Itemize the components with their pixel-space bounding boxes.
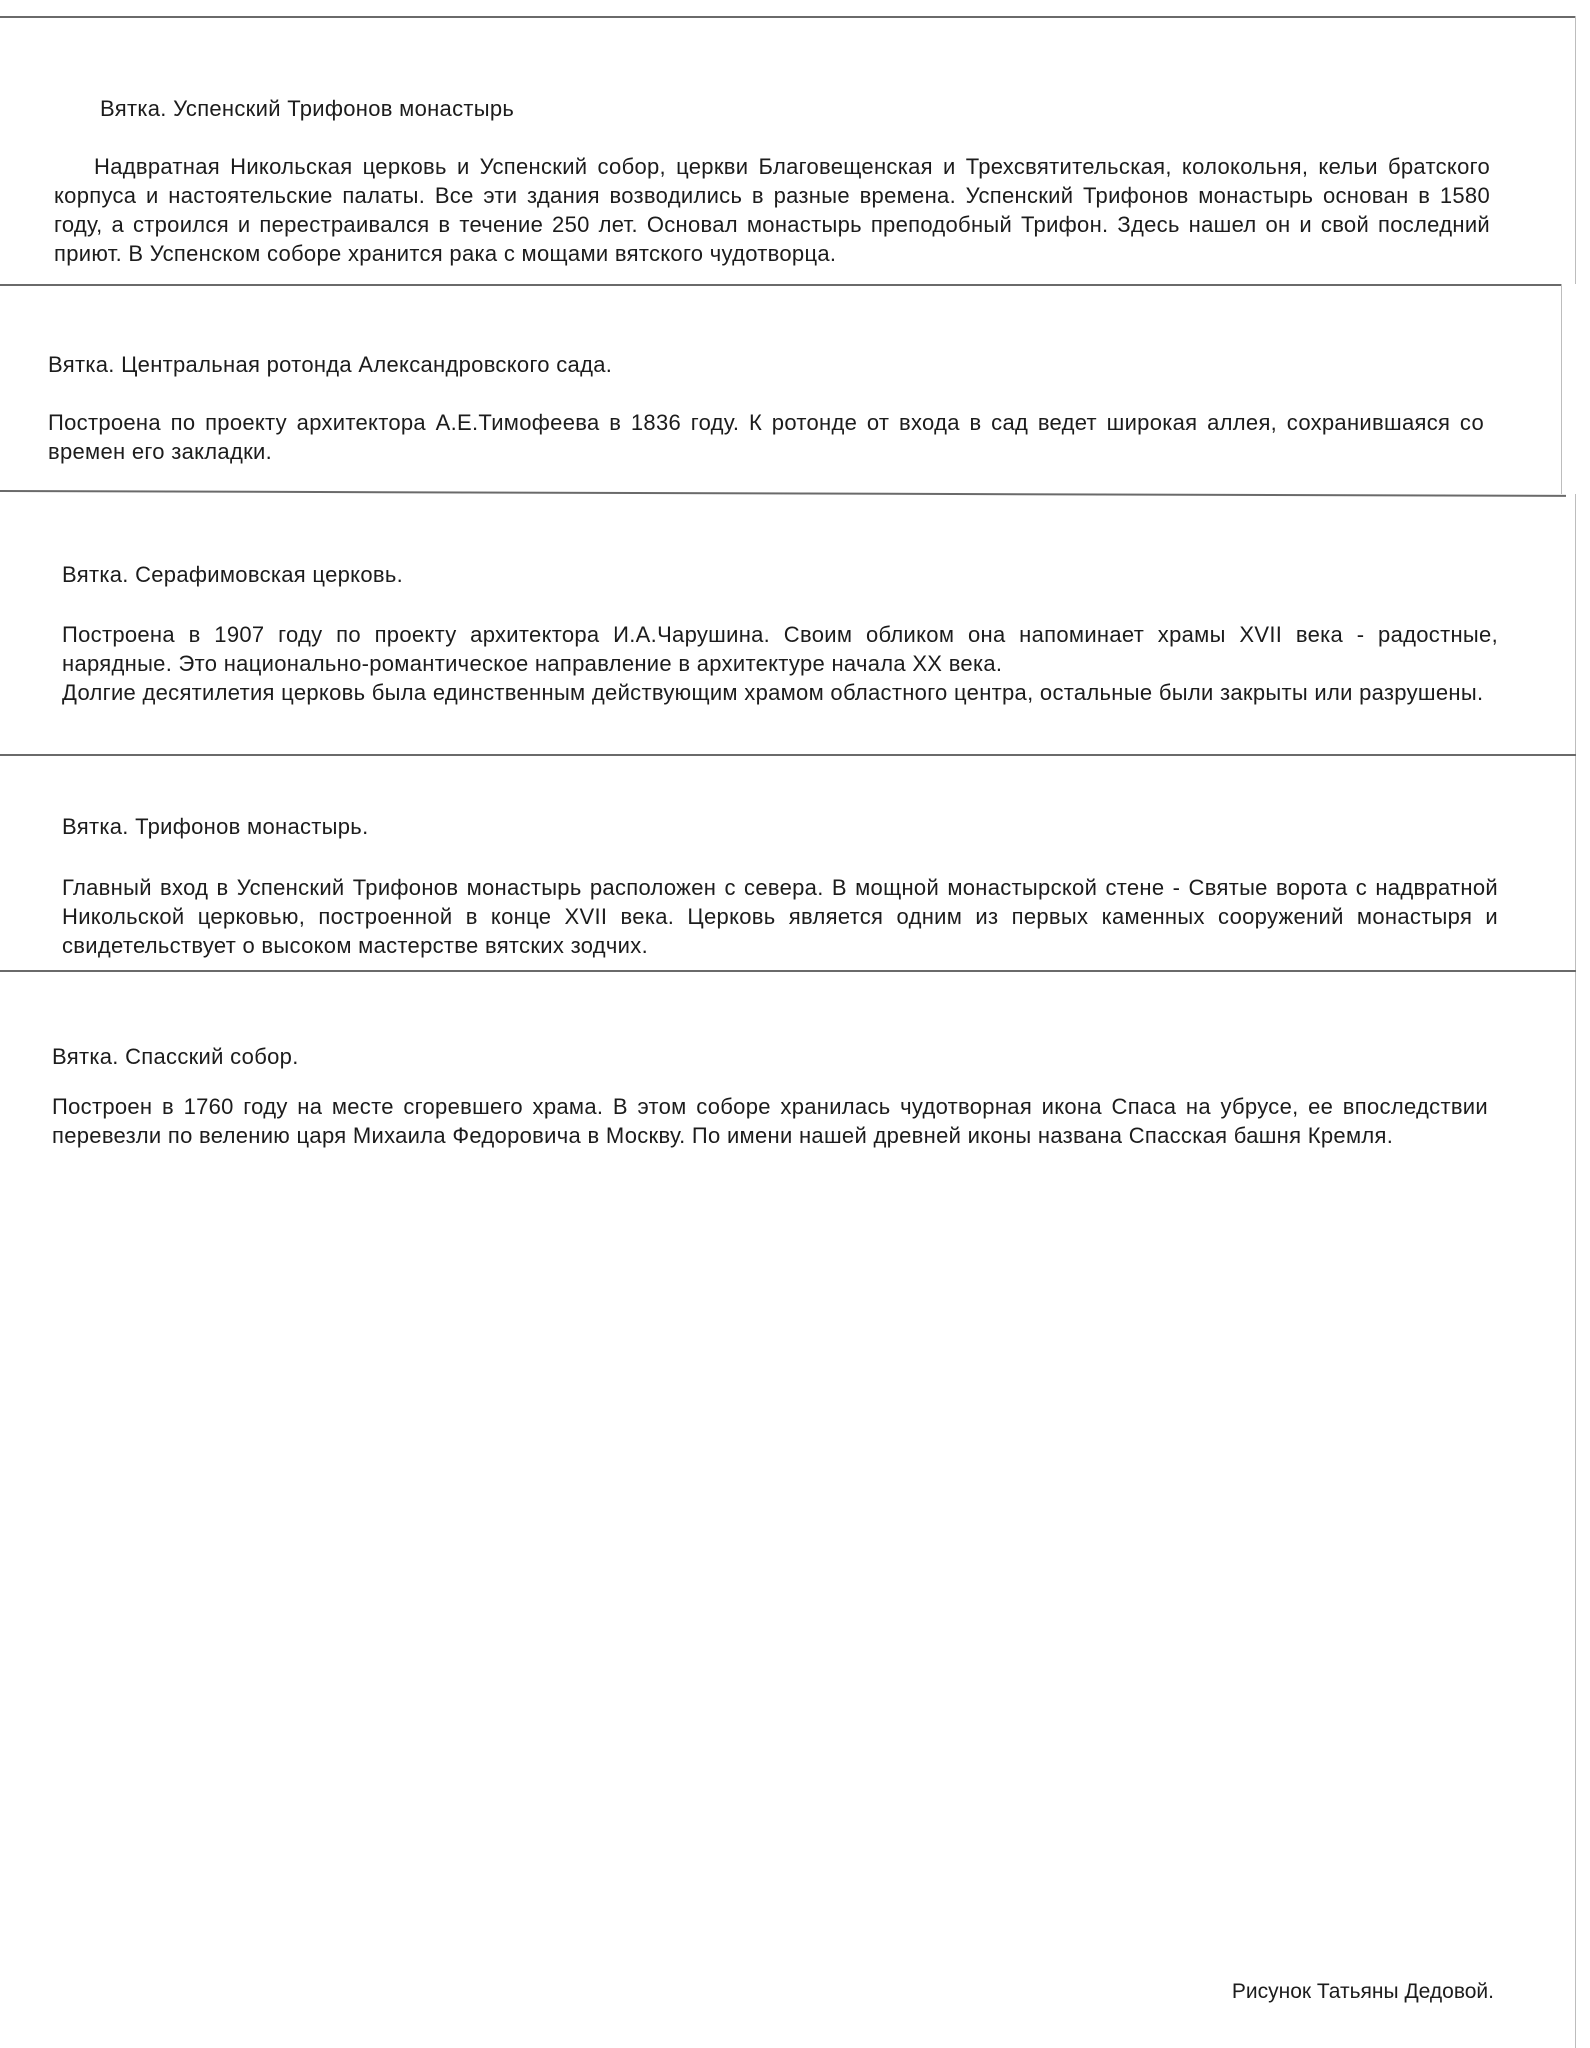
card-3-text [62,620,1498,707]
card-1-bottom-edge [0,284,1562,286]
card-1-text [54,152,1490,268]
card-4-paragraph: Главный вход в Успенский Трифонов монастырь расположен с севера. В мощной монастырской стене - Святые ворота с надвратной Никольской церковью, построенной в конце XVII века. Церковь является одним из первых каменных сооружений монастыря и свидетельствует о высоком мастерстве вятских зодчих. [62,875,1498,958]
card-1-title: Вятка. Успенский Трифонов монастырь [100,96,515,121]
card-4-right-edge [1575,756,1576,972]
card-5-title: Вятка. Спасский собор. [52,1044,299,1069]
card-3-title: Вятка. Серафимовская церковь. [62,562,404,587]
card-1-right-edge [1575,16,1576,284]
card-4-bottom-edge [0,970,1576,972]
card-4-text [62,873,1498,960]
card-2-bottom-edge [0,490,1566,497]
card-2-text [48,408,1484,466]
card-3-paragraph-2: Долгие десятилетия церковь была единственным действующим храмом областного центра, остальные были закрыты или разрушены. [62,680,1484,705]
card-3-paragraph-1: Построена в 1907 году по проекту архитектора И.А.Чарушина. Своим обликом она напоминает храмы XVII века - радостные, нарядные. Это национально-романтическое направление в архитектуре начала XX века. [62,622,1498,676]
card-2-title: Вятка. Центральная ротонда Александровского сада. [48,352,613,377]
card-2-paragraph: Построена по проекту архитектора А.Е.Тимофеева в 1836 году. К ротонде от входа в сад ведет широкая аллея, сохранившаяся со времен его закладки. [48,410,1484,464]
card-1-paragraph: Надвратная Никольская церковь и Успенский собор, церкви Благовещенская и Трехсвятительская, колокольня, кельи братского корпуса и настоятельские палаты. Все эти здания возводились в разные времена. Успенский Трифонов монастырь основан в 1580 году, а строился и перестраивался в течение 250 лет. Основал монастырь преподобный Трифон. Здесь нашел он и свой последний приют. В Успенском соборе хранится рака с мощами вятского чудотворца. [54,154,1490,266]
card-3-right-edge [1575,494,1576,756]
card-5-text [52,1092,1488,1150]
card-4-title: Вятка. Трифонов монастырь. [62,814,369,839]
card-5-right-edge [1575,972,1576,2048]
card-2-right-edge [1561,284,1562,494]
card-3-bottom-edge [0,754,1576,756]
card-5-paragraph: Построен в 1760 году на месте сгоревшего храма. В этом соборе хранилась чудотворная икона Спаса на убрусе, ее впоследствии перевезли по велению царя Михаила Федоровича в Москву. По имени нашей древней иконы названа Спасская башня Кремля. [52,1094,1488,1148]
illustration-credit: Рисунок Татьяны Дедовой. [1231,1980,1494,2003]
card-1-top-edge [0,16,1576,18]
